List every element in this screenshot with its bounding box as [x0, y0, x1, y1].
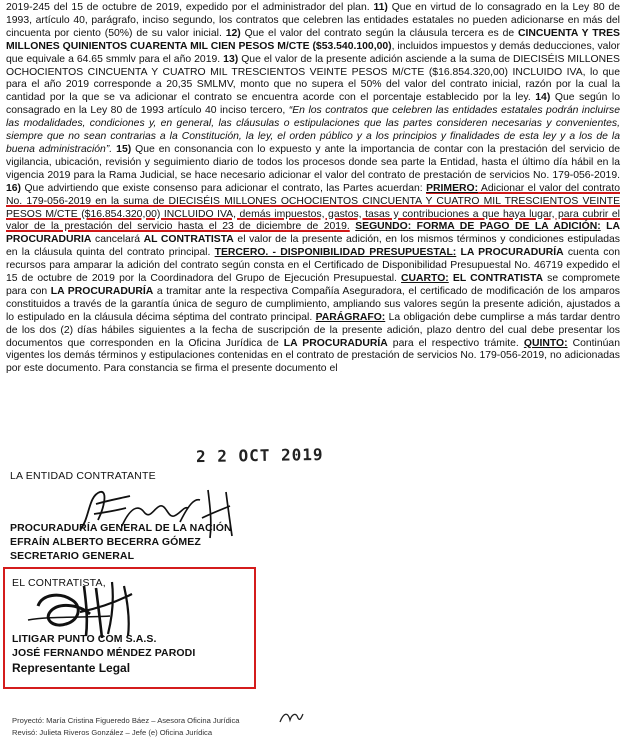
clause-number: 14): [535, 92, 551, 104]
text-segment: Que el valor de la presente adición asciende a la suma de DIECISÉIS MILLONES OCHOCIENTOS CINCUENTA Y CUATRO MIL TRESCIENTOS VEINTE PESOS M/CTE ($16.854.320,00) INCLUIDO IVA, lo que para el año 2019 corresponde a 20,35 SMLMV, monto que no supera el 50% del valor del contrato inicial, razón por la cual la cantidad por la que se va adicionar el contrato se encuentra acorde con el porcentaje establecido por la ley.: [6, 53, 620, 104]
org-name: LA PROCURADURÍA: [283, 337, 388, 349]
date-stamp: 2 2 OCT 2019: [195, 444, 324, 467]
text-segment: cuenta con recursos para amparar la adición del contrato según consta en el Certificado de Disponibilidad Presupuestal No. 46719 expedido el 15 de octubre de 2019 por la Coordinadora del Grupo de Ejecución Presupuestal.: [6, 247, 620, 285]
text-segment: Que el valor del contrato según la cláusula tercera es de: [240, 27, 518, 39]
clause-tercero-label: TERCERO. - DISPONIBILIDAD PRESUPUESTAL:: [214, 247, 457, 259]
text-segment: Continúan vigentes los demás términos y estipulaciones contenidas en el contrato de prestación de servicios No. 179-056-2019, no adicionadas por este documento. Para constancia se firma el presente documento el: [6, 337, 620, 375]
clause-number: 13): [223, 53, 239, 65]
clause-cuarto-label: CUARTO:: [401, 273, 449, 285]
contractor-signer-role: Representante Legal: [12, 661, 131, 675]
clause-number: 11): [373, 2, 388, 13]
initials-image: [278, 708, 304, 726]
text-segment: cancelará: [91, 234, 144, 246]
clause-paragrafo-label: PARÁGRAFO:: [315, 311, 386, 323]
text-segment: Que advirtiendo que existe consenso para adicionar el contrato, las Partes acuerdan:: [21, 182, 427, 194]
text-segment: se compromete para con: [6, 273, 621, 297]
text-segment: Que en consonancia con lo expuesto y ante la importancia de contar con la prestación del servicio de vigilancia, ubicación, revisión y seguimiento diario de todos los procesos donde sea parte la Entidad, hasta el último día hábil en la vigencia 2019 para la Rama Judicial, se hace necesario adicionar el valor del contrato de prestación de servicios No. 179-056-2019.: [6, 143, 621, 181]
contractor-company-name: LITIGAR PUNTO COM S.A.S.: [12, 633, 157, 645]
clause-primero-label: PRIMERO:: [426, 182, 479, 194]
clause-number: 16): [6, 182, 22, 194]
clause-segundo-label: SEGUNDO: FORMA DE PAGO DE LA ADICIÓN:: [355, 221, 601, 233]
text-segment: el valor de la presente adición, en los mismos términos y condiciones estipuladas en la cláusula quinta del contrato principal.: [6, 234, 620, 259]
contract-body-text: [6, 2, 620, 376]
text-segment: para el respectivo trámite.: [387, 337, 524, 349]
footer-projected-by: Proyectó: María Cristina Figueredo Báez – Asesora Oficina Jurídica: [12, 716, 240, 725]
text-segment: a tramitar ante la respectiva Compañía Aseguradora, el certificado de modificación de los amparos constituidos a través de la garantía única de seguro de cumplimiento, ampliando sus valores según la presente adición, ajustados a lo estipulado en la cláusula décima séptima del contrato principal.: [6, 285, 620, 323]
initial-value-words: CINCUENTA Y TRES MILLONES QUINIENTOS CUARENTA MIL CIEN PESOS M/CTE: [6, 27, 620, 52]
initial-value-number: ($53.540.100,00): [312, 40, 392, 52]
text-segment: Que en virtud de lo consagrado en la Ley 80 de 1993, artículo 40, parágrafo, inciso segundo, los contratos que celebren las entidades estatales no pueden adicionarse en más del cincuenta por ciento (50%) de su valor inicial.: [6, 2, 621, 39]
entity-signature-label: LA ENTIDAD CONTRATANTE: [10, 470, 156, 482]
clause-quinto-label: QUINTO:: [523, 337, 568, 349]
text-segment: La obligación debe cumplirse a más tardar dentro de los dos (2) días hábiles siguientes a la fecha de suscripción de la presente adición, plazo dentro del cual debe presentar los documentos que corresponden en la Oficina Jurídica de: [6, 311, 620, 349]
org-name: LA PROCURADURIA: [6, 221, 620, 246]
text-segment: , incluidos impuestos y demás deducciones, valor que equivale a 64.65 smmlv para el año 2019.: [6, 40, 620, 65]
text-segment: 2019-245 del 15 de octubre de 2019, expedido por el administrador del plan.: [6, 2, 374, 13]
entity-signer-role: SECRETARIO GENERAL: [10, 550, 135, 562]
entity-org-name: PROCURADURÍA GENERAL DE LA NACIÓN: [10, 522, 232, 534]
text-segment: Que según lo consagrado en la Ley 80 de 1993 artículo 40 inciso tercero,: [6, 92, 620, 117]
contractor-name: EL CONTRATISTA: [448, 273, 544, 285]
contractor-signer-name: JOSÉ FERNANDO MÉNDEZ PARODI: [12, 647, 196, 659]
clause-primero-text: Adicionar el valor del contrato No. 179-056-2019 en la suma de DIECISÉIS MILLONES OCHOCIENTOS CINCUENTA Y CUATRO MIL TRESCIENTOS VEINTE PESOS M/CTE ($16.854.320,00) INCLUIDO IVA, demás impuestos, gastos, tasas y contribuciones a que haya lugar, para cubrir el valor de la prestación del servicio hasta el 23 de diciembre de 2019.: [6, 182, 620, 233]
org-name: LA PROCURADURÍA: [456, 247, 564, 259]
footer-reviewed-by: Revisó: Julieta Riveros González – Jefe (e) Oficina Jurídica: [12, 728, 213, 737]
org-name: LA PROCURADURÍA: [50, 285, 154, 297]
contractor-name: AL CONTRATISTA: [143, 234, 234, 246]
contractor-signature-label: EL CONTRATISTA,: [12, 577, 106, 589]
clause-number: 15): [112, 143, 132, 155]
law-quote: “En los contratos que celebren las entidades estatales podrán incluirse las modalidades, condiciones y, en general, las cláusulas o estipulaciones que las partes consideren necesarias y convenientes, siempre que no sean contrarias a la Constitución, la ley, el orden público y a los principios y finalidades de esta ley y a los de la buena administración”.: [6, 105, 620, 155]
clause-number: 12): [225, 27, 241, 39]
entity-signer-name: EFRAÍN ALBERTO BECERRA GÓMEZ: [10, 536, 201, 548]
